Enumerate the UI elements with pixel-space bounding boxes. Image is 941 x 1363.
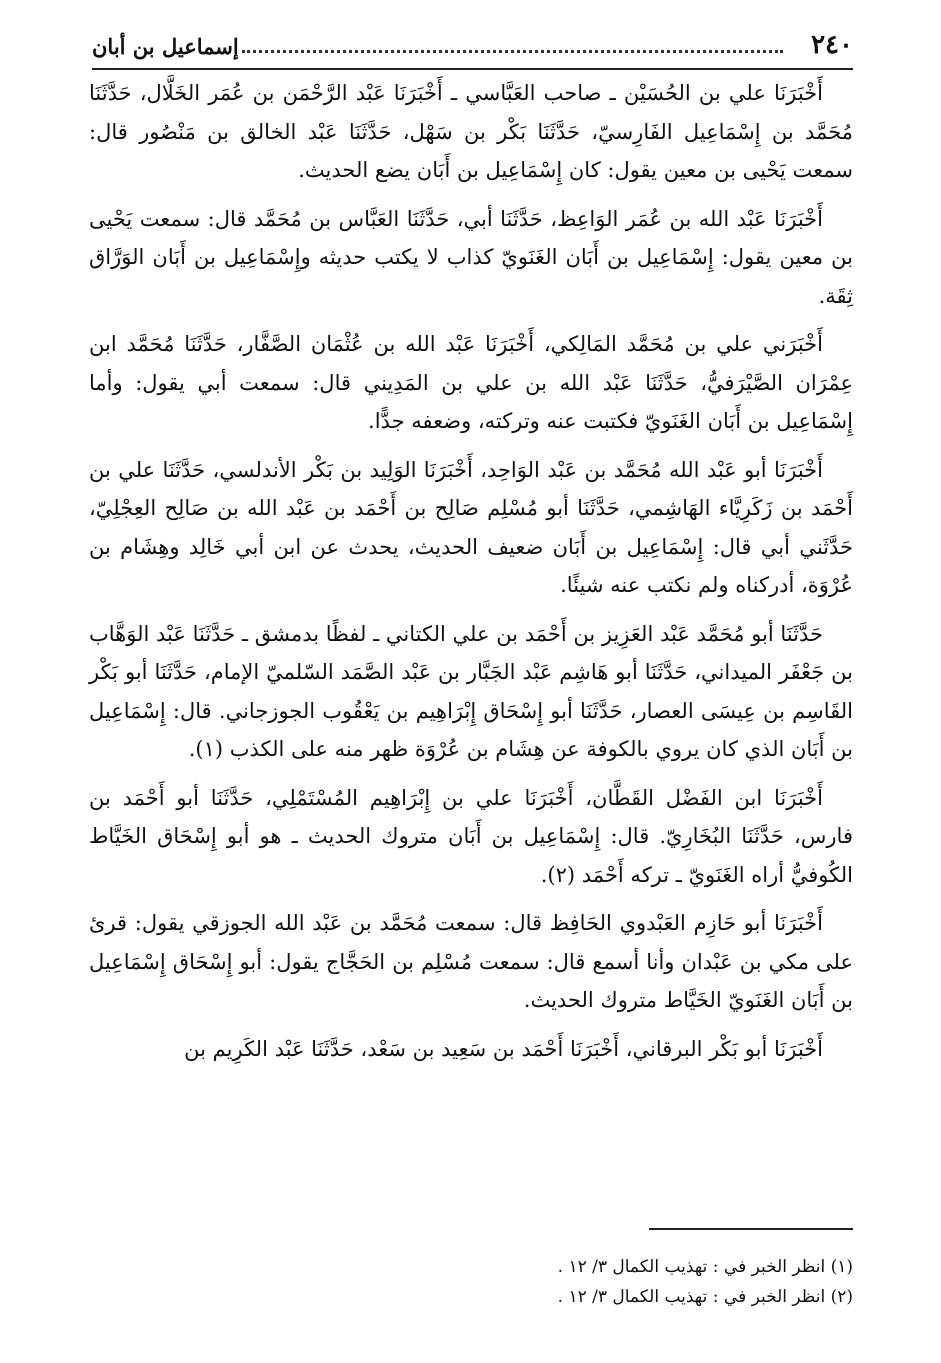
main-text	[89, 74, 853, 1078]
footnote: (١) انظر الخبر في : تهذيب الكمال ٣/ ١٢ .	[557, 1257, 853, 1277]
footnote: (٢) انظر الخبر في : تهذيب الكمال ٣/ ١٢ .	[557, 1287, 853, 1307]
paragraph: أَخْبَرَنَا أبو عَبْد الله مُحَمَّد بن عَبْد الوَاحِد، أَخْبَرَنَا الوَلِيد بن بَكْر الأندلسي، حَدَّثَنَا علي بن أَحْمَد بن زَكَرِيَّاء الهَاشِمي، حَدَّثَنَا أبو مُسْلِم صَالِح بن أَحْمَد بن عَبْد الله بن صَالِح العِجْلِيّ، حَدَّثَني أبي قال: إِسْمَاعِيل بن أَبَان ضعيف الحديث، يحدث عن ابن أبي خَالِد وهِشَام بن عُرْوَة، أدركناه ولم نكتب عنه شيئًا.	[89, 457, 853, 597]
paragraph: أَخْبَرَنَا ابن الفَضْل القَطَّان، أَخْبَرَنَا علي بن إِبْرَاهِيم المُسْتَمْلِي، حَدَّثَنَا أبو أَحْمَد بن فارس، حَدَّثَنَا البُخَارِيّ. قال: إِسْمَاعِيل بن أَبَان متروك الحديث ـ هو أبو إِسْحَاق الخَيَّاط الكُوفيُّ أراه الغَنَويّ ـ تركه أَحْمَد (٢).	[89, 785, 853, 887]
paragraph: أَخْبَرَني علي بن مُحَمَّد المَالِكي، أَخْبَرَنَا عَبْد الله بن عُثْمَان الصَّفَّار، حَدَّثَنَا مُحَمَّد ابن عِمْرَان الصَّيْرَفيُّ، حَدَّثَنَا عَبْد الله بن علي بن المَدِيني قال: سمعت أبي يقول: وأما إِسْمَاعِيل بن أَبَان الغَنَويّ فكتبت عنه وتركته، وضعفه جدًّا.	[89, 332, 853, 433]
paragraph: أَخْبَرَنَا أبو حَازِم العَبْدوي الحَافِظ قال: سمعت مُحَمَّد بن عَبْد الله الجوزقي يقول: قرئ على مكي بن عَبْدان وأنا أسمع قال: سمعت مُسْلِم بن الحَجَّاج يقول: أبو إِسْحَاق إِسْمَاعِيل بن أَبَان الغَنَويّ الخَيَّاط متروك الحديث.	[89, 911, 853, 1012]
running-title: إسماعيل بن أبان	[92, 34, 239, 59]
paragraph: أَخْبَرَنَا عَبْد الله بن عُمَر الوَاعِظ، حَدَّثَنَا أبي، حَدَّثَنَا العَبَّاس بن مُحَمَّد قال: سمعت يَحْيى بن معين يقول: إِسْمَاعِيل بن أَبَان الغَنَويّ كذاب لا يكتب حديثه وإِسْمَاعِيل بن أَبَان الوَرَّاق ثِقَة.	[89, 206, 853, 308]
running-header	[92, 28, 853, 70]
footnote-separator	[649, 1228, 853, 1230]
paragraph: أَخْبَرَنَا علي بن الحُسَيْن ـ صاحب العَبَّاسي ـ أَخْبَرَنَا عَبْد الرَّحْمَن بن عُمَر الخَلَّال، حَدَّثَنَا مُحَمَّد بن إِسْمَاعِيل الفَارِسيّ، حَدَّثَنَا بَكْر بن سَهْل، حَدَّثَنَا عَبْد الخالق بن مَنْصُور قال: سمعت يَحْيى بن معين يقول: كان إِسْمَاعِيل بن أَبَان يضع الحديث.	[89, 81, 853, 182]
header-dotted-leader	[242, 50, 783, 53]
footnotes	[89, 1252, 853, 1312]
paragraph: حَدَّثَنَا أبو مُحَمَّد عَبْد العَزِيز بن أَحْمَد بن علي الكتاني ـ لفظًا بدمشق ـ حَدَّثَنَا عَبْد الوَهَّاب بن جَعْفَر الميداني، حَدَّثَنَا أبو هَاشِم عَبْد الجَبَّار بن عَبْد الصَّمَد السّلميّ الإمام، حَدَّثَنَا أبو بَكْر القَاسِم بن عِيسَى العصار، حَدَّثَنَا أبو إِسْحَاق إِبْرَاهِيم بن يَعْقُوب الجوزجاني. قال: إِسْمَاعِيل بن أَبَان الذي كان يروي بالكوفة عن هِشَام بن عُرْوَة ظهر منه على الكذب (١).	[89, 621, 853, 761]
page-number: ٢٤٠	[811, 30, 853, 60]
paragraph: أَخْبَرَنَا أبو بَكْر البرقاني، أَخْبَرَنَا أَحْمَد بن سَعِيد بن سَعْد، حَدَّثَنَا عَبْد الكَرِيم بن	[184, 1036, 823, 1061]
